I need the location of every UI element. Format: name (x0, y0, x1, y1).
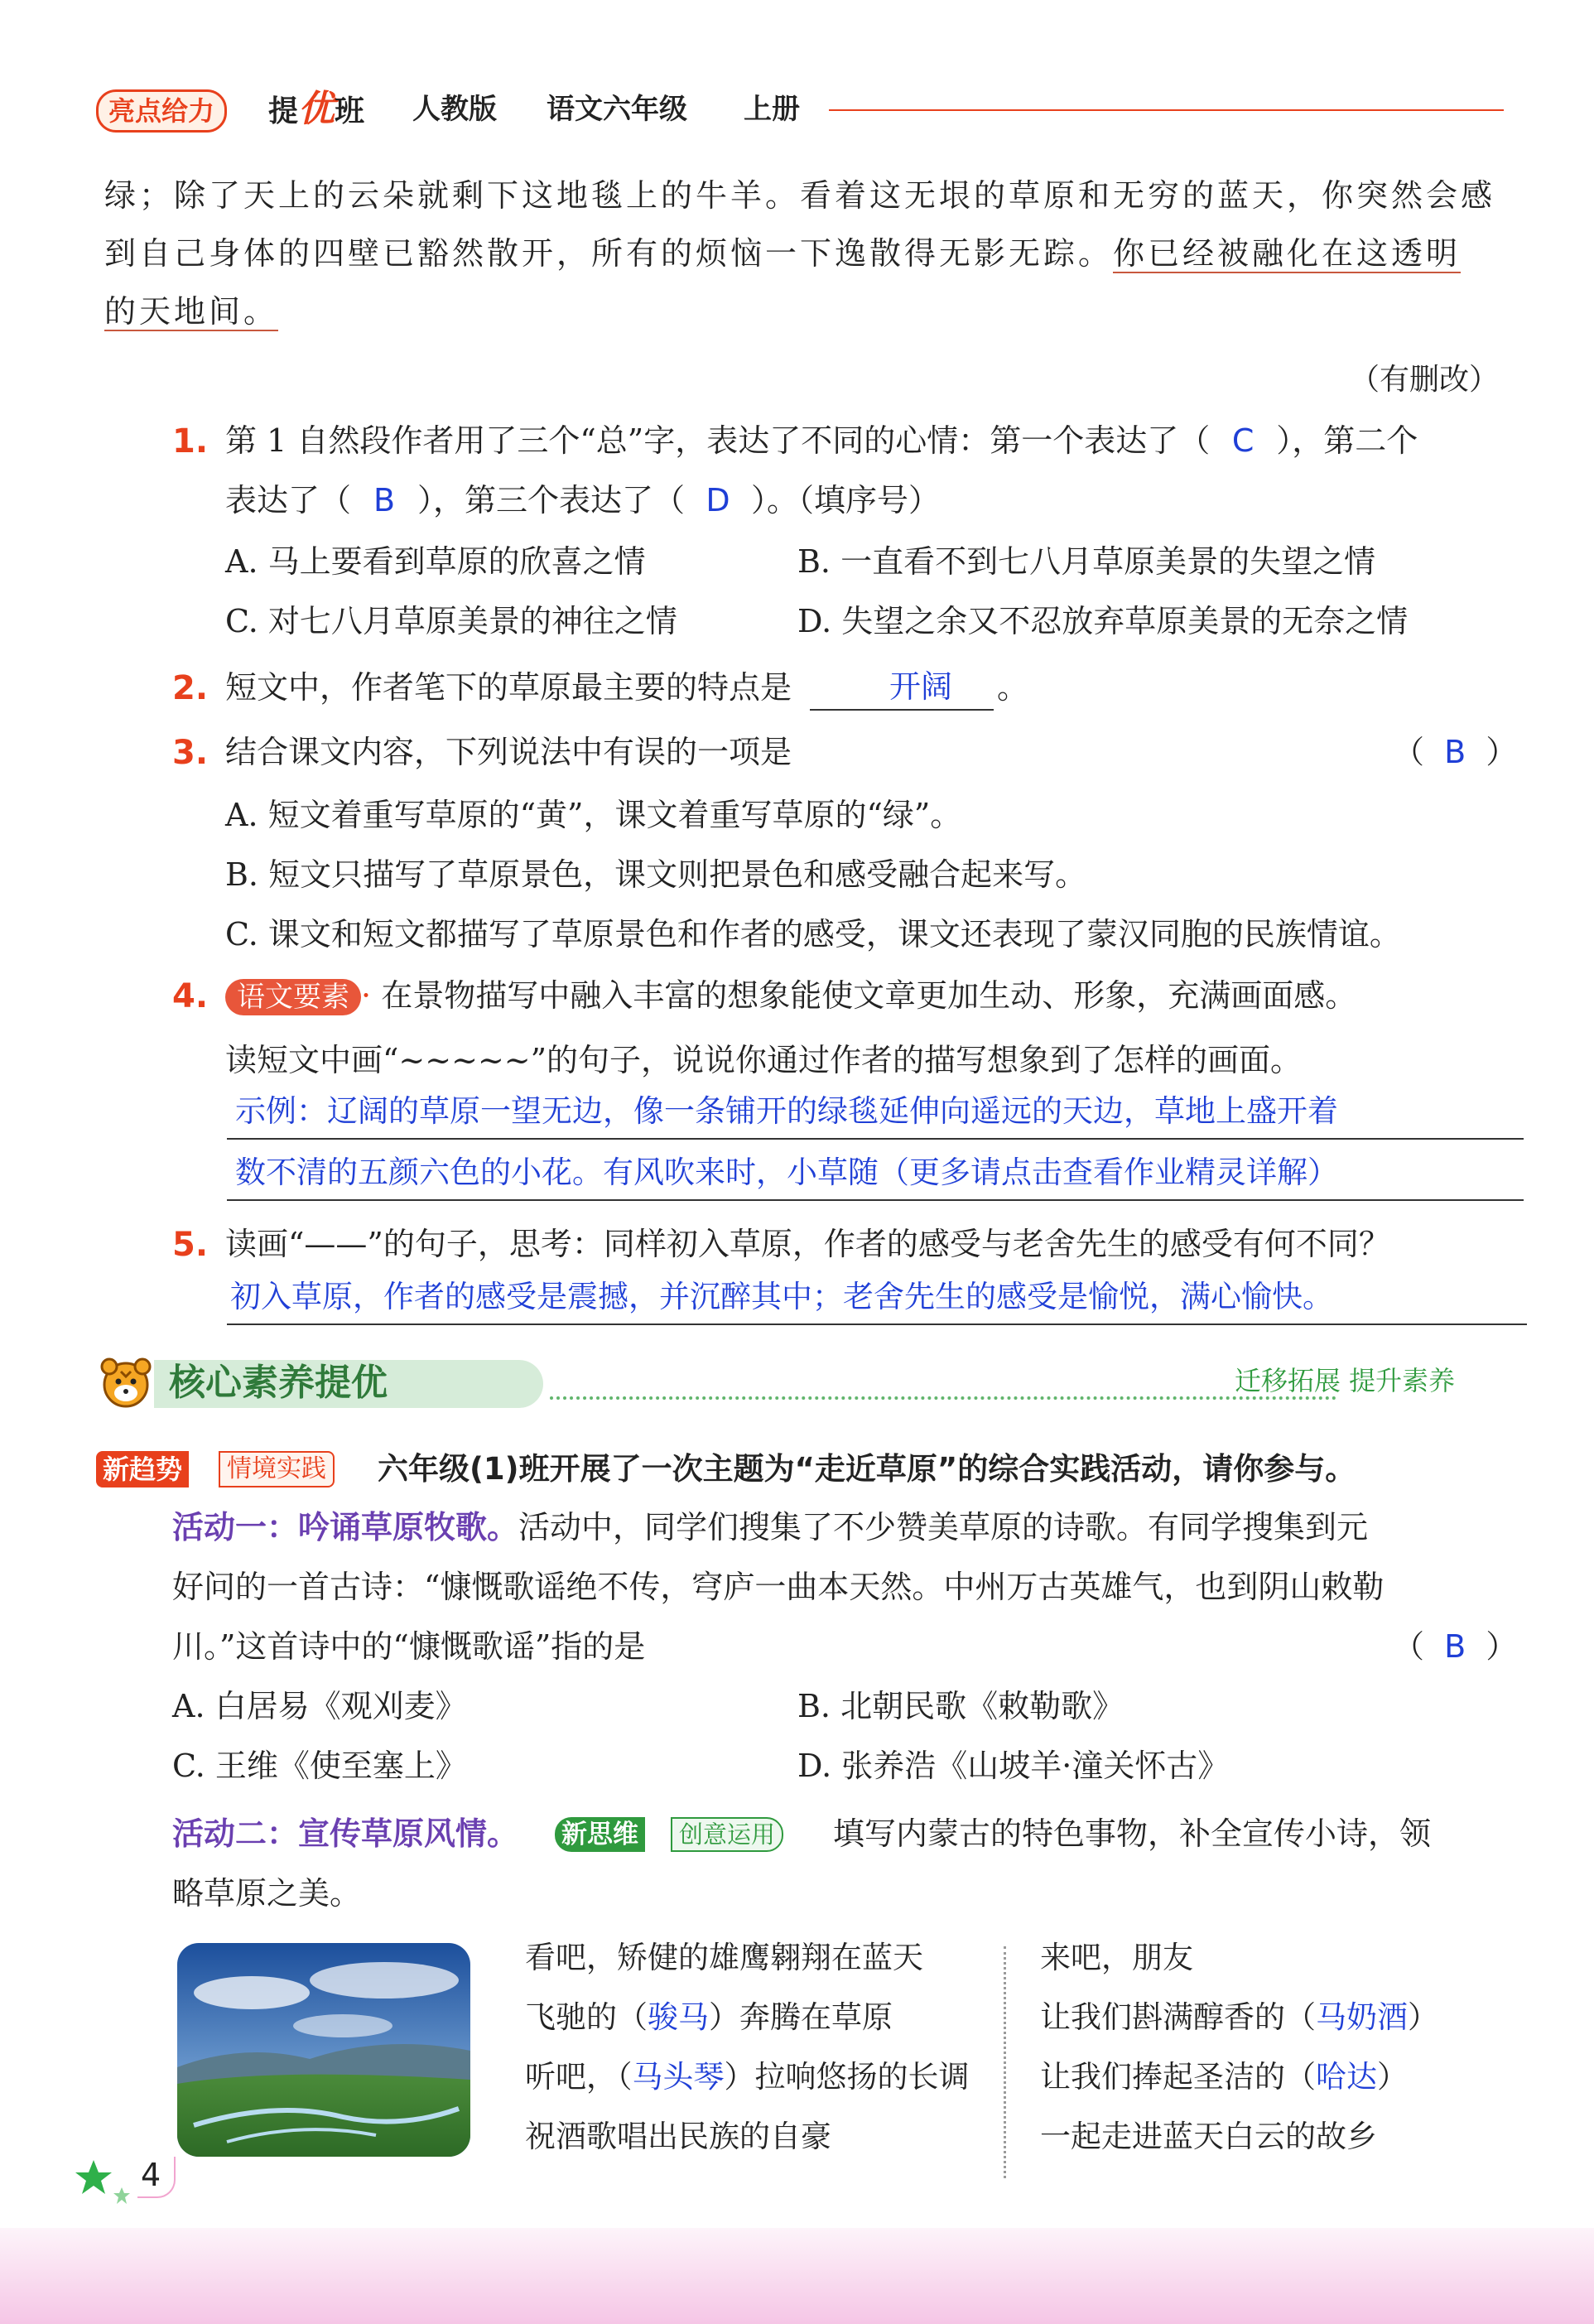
section-header (96, 1350, 1504, 1416)
volume: 上册 (744, 93, 800, 126)
tag-new-thinking: 新思维 (555, 1817, 645, 1852)
poem-left: 看吧，矫健的雄鹰翱翔在蓝天 飞驰的（骏马）奔腾在草原 听吧，（马头琴）拉响悠扬的长调 祝酒歌唱出民族的自豪 (525, 1940, 970, 2154)
question-4: 4. 语文要素 · 在景物描写中融入丰富的想象能使文章更加生动、形象，充满画面感。 读短文中画“~~~~~”的句子，说说你通过作者的描写想象到了怎样的画面。 示例：辽阔的草原一望无边，像一条铺开的绿毯延伸向遥远的天边，草地上盛开着 数不清的五颜六色的小花。有风吹来时，小草随（更多请点击查看作业精灵详解） (172, 976, 1530, 1208)
question-1: 1. 第 1 自然段作者用了三个“总”字，表达了不同的心情：第一个表达了（ C ），第二个 表达了（ B ），第三个表达了（ D ）。（填序号） A. 马上要看到草原的欣喜之情 B. 一直看不到七八月草原美景的失望之情 C. 对七八月草原美景的神往之情 D. 失望之余又不忍放弃草原美景的无奈之情 (172, 422, 1418, 639)
passage-line-1: 绿；除了天上的云朵就剩下这地毯上的牛羊。看着这无垠的草原和无穷的蓝天，你突然会感 (104, 177, 1496, 214)
option-b: B. 北朝民歌《敕勒歌》 (797, 1688, 1124, 1724)
grassland-photo (177, 1943, 470, 2157)
question-3: 3. 结合课文内容，下列说法中有误的一项是 （ B ） A. 短文着重写草原的“黄”，课文着重写草原的“绿”。 B. 短文只描写了草原景色，课文则把景色和感受融合起来写。 C. 课文和短文都描写了草原景色和作者的感受，课文还表现了蒙汉同胞的民族情谊。 (172, 734, 1518, 952)
section-title: 核心素养提优 (169, 1362, 388, 1404)
answer-line-1: 示例：辽阔的草原一望无边，像一条铺开的绿毯延伸向遥远的天边，草地上盛开着 (235, 1093, 1338, 1129)
edition: 人教版 (412, 93, 497, 126)
activity-intro: 新趋势 情境实践 六年级(1)班开展了一次主题为“走近草原”的综合实践活动，请你参与。 (96, 1449, 1537, 1496)
footer-band (0, 2228, 1594, 2324)
passage (104, 176, 1512, 358)
option-d: D. 张养浩《山坡羊·潼关怀古》 (797, 1748, 1230, 1784)
answer-text: 开阔 (889, 668, 953, 705)
question-number: 3. (172, 734, 209, 772)
question-number: 4. (172, 977, 209, 1015)
option-c: C. 课文和短文都描写了草原景色和作者的感受，课文还表现了蒙汉同胞的民族情谊。 (225, 916, 1401, 952)
section-dotted-rule (550, 1396, 1336, 1400)
brand-sub: 提优班 (268, 88, 365, 130)
option-c: C. 王维《使至塞上》 (172, 1748, 467, 1784)
tag-new-trend: 新趋势 (96, 1451, 189, 1487)
answer-text: 骏马 (648, 1999, 709, 2035)
answer-text: 马奶酒 (1316, 1999, 1408, 2035)
poem-right: 来吧，朋友 让我们斟满醇香的（马奶酒） 让我们捧起圣洁的（哈达） 一起走进蓝天白云的故乡 (1040, 1940, 1438, 2154)
question-5: 5. 读画“——”的句子，思考：同样初入草原，作者的感受与老舍先生的感受有何不同？ 初入草原，作者的感受是震撼，并沉醉其中；老舍先生的感受是愉悦，满心愉快。 (172, 1224, 1530, 1340)
option-b: B. 短文只描写了草原景色，课文则把景色和感受融合起来写。 (225, 856, 1087, 893)
subject: 语文六年级 (547, 93, 687, 126)
option-a: A. 白居易《观刈麦》 (172, 1688, 467, 1724)
option-a: A. 马上要看到草原的欣喜之情 (225, 543, 646, 580)
passage-source: （有删改） (1350, 363, 1500, 397)
answer-text: 马头琴 (632, 2059, 725, 2095)
passage-line-2: 到自己身体的四壁已豁然散开，所有的烦恼一下逸散得无影无踪。你已经被融化在这透明 (104, 235, 1462, 272)
underlined-sentence: 你已经被融化在这透明 (1113, 235, 1462, 272)
answer-blank: B (373, 482, 396, 518)
answer-text: 初入草原，作者的感受是震撼，并沉醉其中；老舍先生的感受是愉悦，满心愉快。 (230, 1279, 1333, 1314)
answer-blank: D (706, 482, 730, 518)
answer-line (810, 709, 994, 711)
activity-1: 活动一：吟诵草原牧歌。活动中，同学们搜集了不少赞美草原的诗歌。有同学搜集到元 好问的一首古诗：“慷慨歌谣绝不传，穹庐一曲本天然。中州万古英雄气，也到阴山敕勒 川。”这首诗中的“慷慨歌谣”指的是 （ B ） A. 白居易《观刈麦》 B. 北朝民歌《敕勒歌》 C. 王维《使至塞上》 D. 张养浩《山坡羊·潼关怀古》 (172, 1509, 1518, 1784)
question-number: 1. (172, 422, 209, 460)
star-small-icon (113, 2187, 131, 2205)
star-icon (73, 2157, 114, 2198)
answer-blank: C (1231, 422, 1254, 459)
question-2: 2. 短文中，作者笔下的草原最主要的特点是 开阔 。 (172, 668, 1530, 717)
brand-badge: 亮点给力 (96, 89, 227, 133)
answer-line-2: 数不清的五颜六色的小花。有风吹来时，小草随（更多请点击查看作业精灵详解） (235, 1155, 1338, 1190)
tiger-icon (96, 1353, 156, 1413)
question-number: 2. (172, 669, 209, 707)
tag-situation: 情境实践 (219, 1451, 335, 1487)
header-rule (829, 109, 1504, 111)
activity-2-title: 活动二：宣传草原风情。 (172, 1815, 519, 1852)
poem-divider (1004, 1946, 1006, 2178)
answer-text: 哈达 (1316, 2059, 1377, 2095)
activity-2: 活动二：宣传草原风情。 新思维 创意运用 填写内蒙古的特色事物，补全宣传小诗，领 略草原之美。 (172, 1815, 1432, 1912)
option-d: D. 失望之余又不忍放弃草原美景的无奈之情 (797, 603, 1409, 639)
answer-text: B (1444, 1628, 1466, 1665)
option-c: C. 对七八月草原美景的神往之情 (225, 603, 677, 639)
answer-text: B (1444, 734, 1466, 770)
option-b: B. 一直看不到七八月草原美景的失望之情 (797, 543, 1376, 580)
activity-1-title: 活动一：吟诵草原牧歌。 (172, 1509, 519, 1545)
element-tag: 语文要素 (225, 979, 361, 1015)
page-number: 4 (137, 2157, 176, 2198)
tag-creative: 创意运用 (671, 1817, 783, 1852)
question-number: 5. (172, 1226, 209, 1264)
passage-line-3: 的天地间。 (104, 293, 279, 330)
header (96, 86, 1504, 136)
section-right-label: 迁移拓展 提升素养 (1235, 1365, 1456, 1396)
option-a: A. 短文着重写草原的“黄”，课文着重写草原的“绿”。 (225, 797, 962, 833)
